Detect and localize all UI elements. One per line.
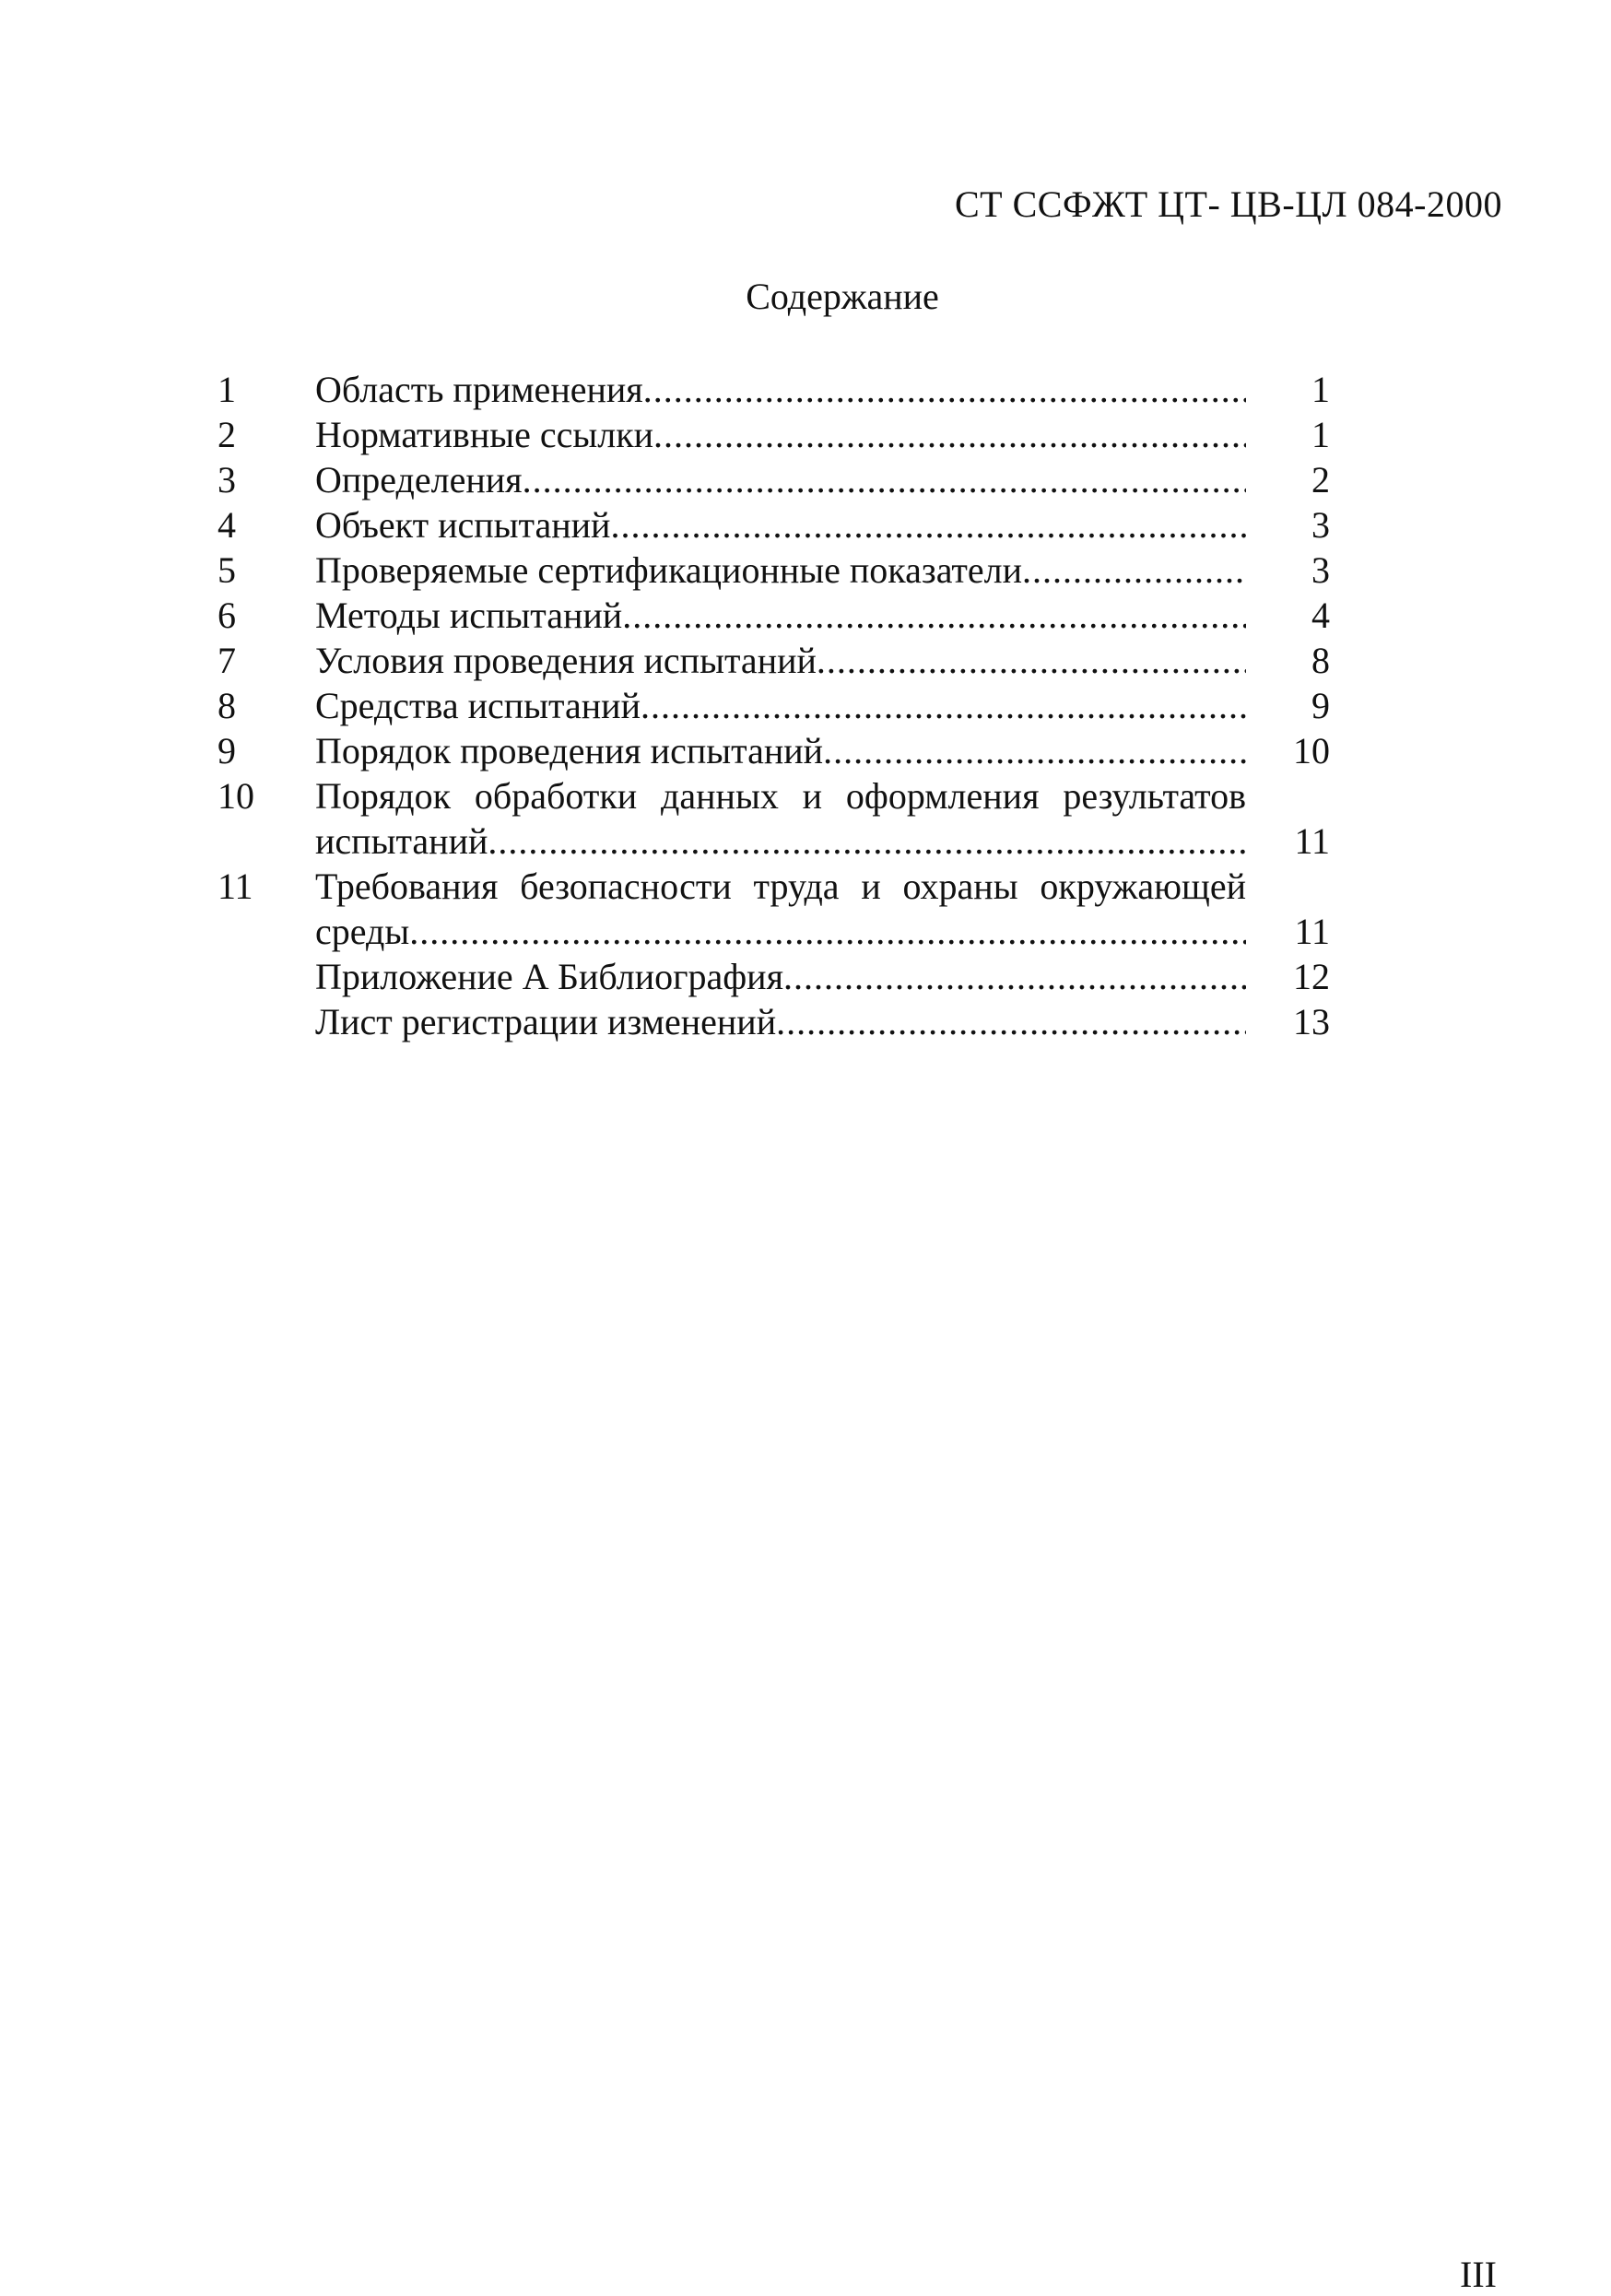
toc-leader-dots [523,457,1246,502]
toc-entry-title: Порядок проведения испытаний [315,730,824,771]
toc-leader-dots [641,683,1246,728]
toc-entry-number: 4 [218,504,236,546]
toc-entry [218,954,1337,999]
toc-entry-title-line1: Требования безопасности труда и охраны окружающей [315,865,1246,907]
toc-entry [218,638,1337,683]
toc-entry-number: 9 [218,730,236,771]
toc-entry-page: 2 [1311,459,1330,500]
toc-entry-title: Проверяемые сертификационные показатели [315,549,1023,591]
toc-entry-title-line2: испытаний [315,820,488,862]
toc-entry-title: Библиография [558,956,783,997]
toc-entry [218,683,1337,728]
toc-entry-title: Определения [315,459,523,500]
toc-entry-number: 5 [218,549,236,591]
toc-entry-page: 9 [1311,685,1330,726]
toc-entry-number: 2 [218,414,236,455]
toc-entry-title: Объект испытаний [315,504,611,546]
toc-leader-dots [488,818,1246,864]
toc-appendix-label: Приложение А [315,956,549,997]
toc-leader-dots [409,909,1246,954]
toc-entry-page: 1 [1311,414,1330,455]
page-number: III [1460,2254,1497,2295]
toc-entry-title: Условия проведения испытаний [315,640,817,681]
toc-leader-dots [653,412,1246,457]
toc-entry-title: Нормативные ссылки [315,414,654,455]
toc-entry-number: 8 [218,685,236,726]
toc-entry-title: Область применения [315,369,643,410]
toc-leader-dots [817,638,1246,683]
toc-entry-number: 7 [218,640,236,681]
toc-entry-number: 6 [218,595,236,636]
toc-entry-page: 8 [1311,640,1330,681]
toc-title: Содержание [746,276,939,317]
toc-entry [218,864,1337,954]
toc-leader-dots [776,999,1246,1044]
toc-entry-page: 3 [1311,504,1330,546]
toc-entry [218,593,1337,638]
toc-leader-dots [610,502,1246,548]
toc-leader-dots [1022,548,1246,593]
toc-entry [218,548,1337,593]
toc-entry [218,502,1337,548]
toc-entry-page: 13 [1293,1001,1330,1042]
toc-entry [218,999,1337,1044]
toc-entry-page: 3 [1311,549,1330,591]
toc-entry-page: 4 [1311,595,1330,636]
toc-entry-number: 3 [218,459,236,500]
toc-entry [218,457,1337,502]
toc-entry-title-line2: среды [315,911,410,952]
toc-entry-title: Лист регистрации изменений [315,1001,777,1042]
toc-entry [218,412,1337,457]
toc-entry-page: 10 [1293,730,1330,771]
toc-entry-page: 11 [1294,820,1330,862]
toc-leader-dots [783,954,1246,999]
table-of-contents [218,367,1337,1044]
toc-entry-title: Средства испытаний [315,685,641,726]
document-code: СТ ССФЖТ ЦТ- ЦВ-ЦЛ 084-2000 [954,183,1502,225]
toc-entry-title-line1: Порядок обработки данных и оформления результатов [315,775,1246,817]
toc-leader-dots [823,728,1246,773]
toc-entry-number: 11 [218,865,253,907]
toc-entry-page: 12 [1293,956,1330,997]
toc-leader-dots [622,593,1246,638]
toc-entry [218,773,1337,864]
toc-entry [218,367,1337,412]
toc-entry-number: 10 [218,775,254,817]
toc-entry [218,728,1337,773]
toc-entry-page: 1 [1311,369,1330,410]
toc-entry-page: 11 [1294,911,1330,952]
toc-entry-number: 1 [218,369,236,410]
toc-leader-dots [643,367,1246,412]
toc-entry-title: Методы испытаний [315,595,623,636]
